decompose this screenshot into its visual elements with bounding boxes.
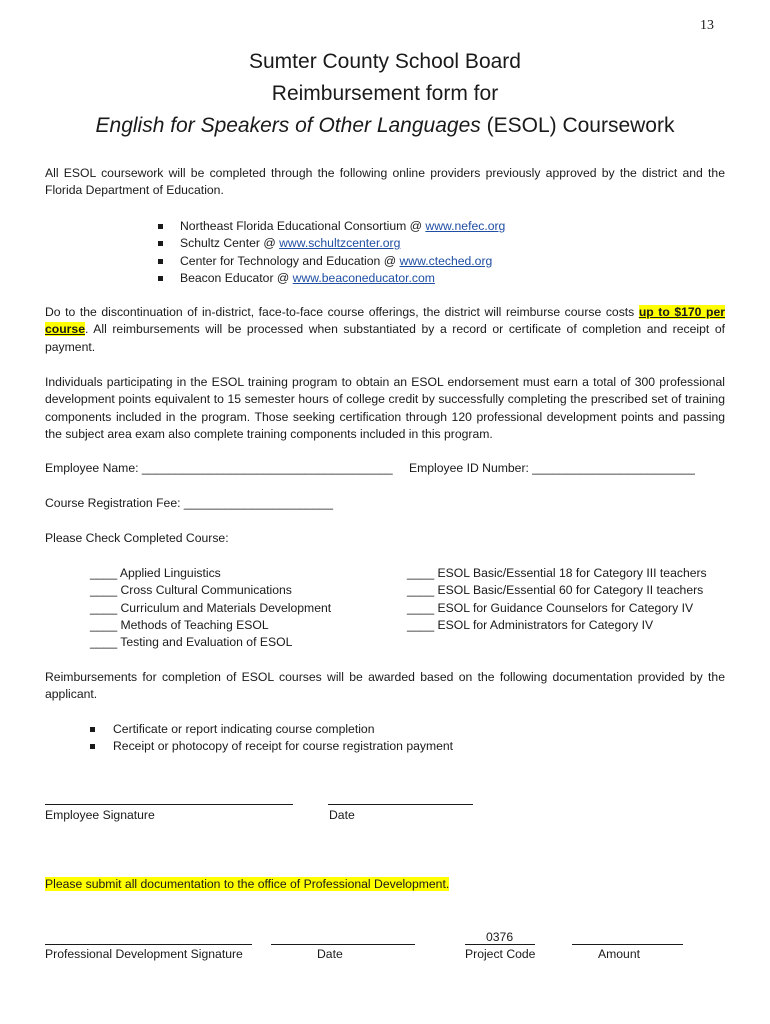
title-rest: (ESOL) Coursework xyxy=(480,114,675,137)
title-line-3 xyxy=(0,114,770,138)
course-checkbox[interactable]: ____ Testing and Evaluation of ESOL xyxy=(90,635,293,650)
page-number: 13 xyxy=(700,18,714,33)
employee-date-label: Date xyxy=(329,808,355,822)
course-checkbox[interactable]: ____ ESOL for Administrators for Category IV xyxy=(407,617,654,632)
project-code-label: Project Code xyxy=(465,947,536,961)
registration-fee-field[interactable]: Course Registration Fee: ______________________ xyxy=(45,496,333,510)
list-item: Center for Technology and Education @ www.cteched.org xyxy=(158,253,505,270)
submit-note: Please submit all documentation to the office of Professional Development. xyxy=(45,877,450,891)
course-checkbox[interactable]: ____ Curriculum and Materials Development xyxy=(90,600,332,615)
list-item: Schultz Center @ www.schultzcenter.org xyxy=(158,235,505,252)
bullet-icon xyxy=(158,224,163,229)
course-checkbox[interactable]: ____ ESOL Basic/Essential 18 for Category III teachers xyxy=(407,566,707,580)
employee-signature-label: Employee Signature xyxy=(45,808,155,822)
employee-signature-line[interactable] xyxy=(45,804,293,805)
documentation-list xyxy=(90,721,453,756)
course-list-left xyxy=(90,565,331,651)
bullet-icon xyxy=(90,727,95,732)
title-line-2: Reimbursement form for xyxy=(271,82,499,105)
project-code-line[interactable] xyxy=(465,944,535,945)
check-prompt: Please Check Completed Course: xyxy=(45,531,229,545)
list-item: Certificate or report indicating course completion xyxy=(90,721,453,738)
pd-date-label: Date xyxy=(317,947,343,961)
course-checkbox[interactable]: ____ Applied Linguistics xyxy=(90,566,221,580)
documentation-paragraph: Reimbursements for completion of ESOL courses will be awarded based on the following documentation provided by the applicant. xyxy=(45,670,725,702)
provider-link[interactable]: www.cteched.org xyxy=(399,253,493,268)
provider-link[interactable]: www.schultzcenter.org xyxy=(279,236,401,251)
reimbursement-paragraph: Do to the discontinuation of in-district, face-to-face course offerings, the district will reimburse course costs up to $170 per course. All reimbursements will be processed when substantiated by a record or certificate of completion and receipt of payment. xyxy=(45,305,725,354)
endorsement-paragraph: Individuals participating in the ESOL training program to obtain an ESOL endorsement must earn a total of 300 professional development points equivalent to 15 semester hours of college credit by successfully completing the prescribed set of training components included in the program. Those seeking certification through 120 professional development points and passing the subject area exam also complete training components included in this program. xyxy=(45,375,725,441)
title-line-1: Sumter County School Board xyxy=(249,50,521,73)
amount-label: Amount xyxy=(598,947,641,961)
course-checkbox[interactable]: ____ ESOL for Guidance Counselors for Category IV xyxy=(407,600,694,615)
list-item: Beacon Educator @ www.beaconeducator.com xyxy=(158,270,505,287)
pd-signature-line[interactable] xyxy=(45,944,252,945)
title-italic: English for Speakers of Other Languages xyxy=(95,114,481,137)
list-item: Northeast Florida Educational Consortium @ www.nefec.org xyxy=(158,218,505,235)
bullet-icon xyxy=(90,744,95,749)
bullet-icon xyxy=(158,241,163,246)
employee-date-line[interactable] xyxy=(328,804,473,805)
amount-line[interactable] xyxy=(572,944,683,945)
course-list-right xyxy=(407,565,707,634)
provider-link[interactable]: www.beaconeducator.com xyxy=(292,270,435,285)
pd-signature-label: Professional Development Signature xyxy=(45,947,243,961)
list-item: Receipt or photocopy of receipt for course registration payment xyxy=(90,738,453,755)
provider-link[interactable]: www.nefec.org xyxy=(425,219,506,233)
course-checkbox[interactable]: ____ Cross Cultural Communications xyxy=(90,583,292,598)
course-checkbox[interactable]: ____ Methods of Teaching ESOL xyxy=(90,617,269,632)
employee-name-field[interactable]: Employee Name: _____________________________________ xyxy=(45,461,393,475)
amount-highlight: up to $170 per course xyxy=(45,305,725,337)
bullet-icon xyxy=(158,276,163,281)
course-checkbox[interactable]: ____ ESOL Basic/Essential 60 for Category II teachers xyxy=(407,583,704,598)
provider-list xyxy=(158,218,505,287)
bullet-icon xyxy=(158,259,163,264)
intro-paragraph: All ESOL coursework will be completed through the following online providers previously approved by the district and the Florida Department of Education. xyxy=(45,166,725,198)
pd-date-line[interactable] xyxy=(271,944,415,945)
project-code-value: 0376 xyxy=(486,930,514,944)
employee-id-field[interactable]: Employee ID Number: ________________________ xyxy=(409,461,695,475)
